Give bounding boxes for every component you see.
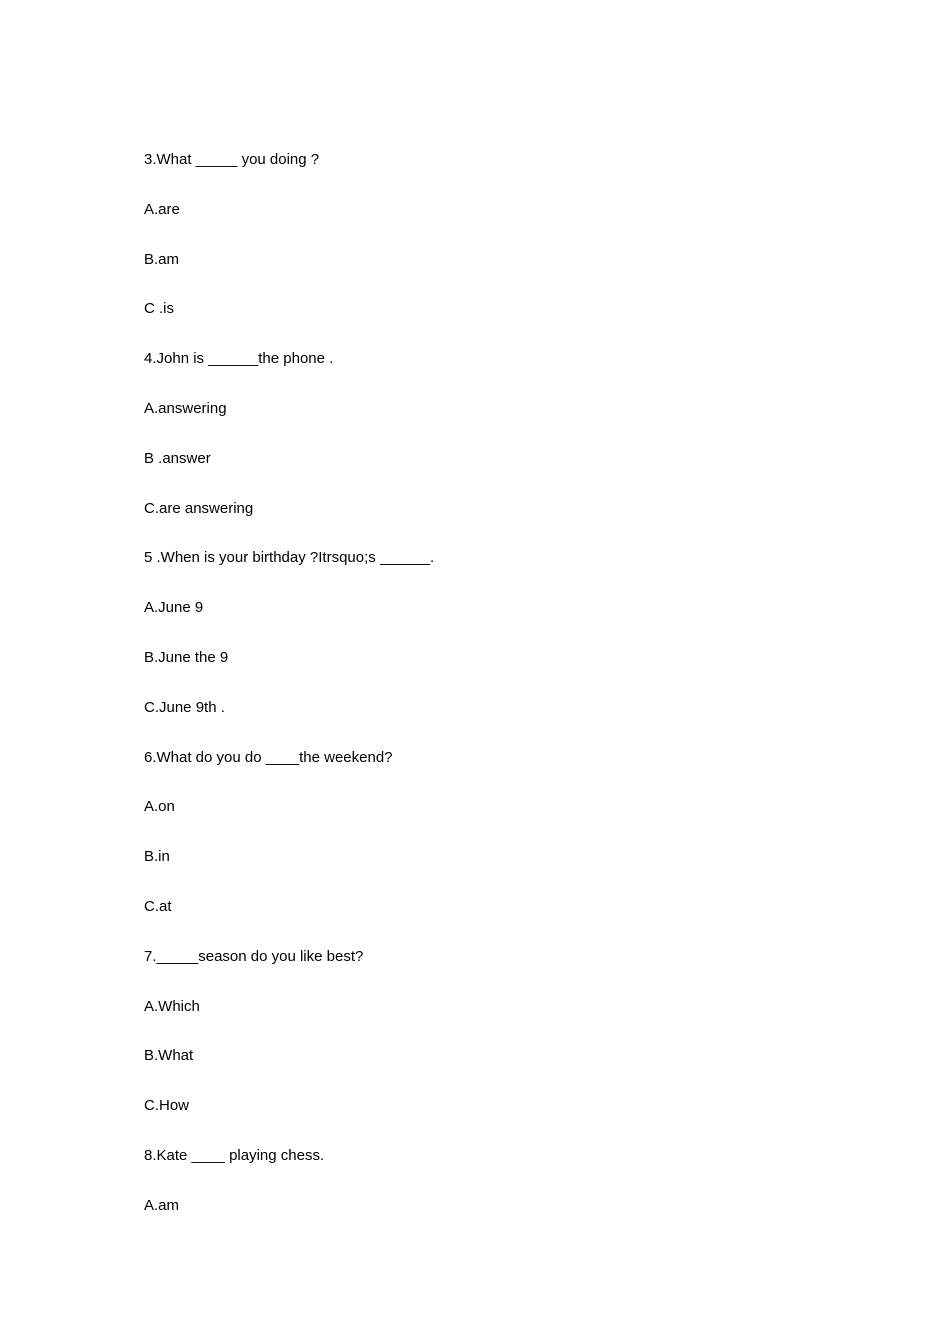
question-4-option-c: C.are answering bbox=[144, 499, 254, 517]
question-8: 8.Kate ____ playing chess. bbox=[144, 1146, 325, 1164]
question-3: 3.What _____ you doing ? bbox=[144, 151, 320, 168]
question-7-option-a: A.Which bbox=[144, 997, 200, 1015]
question-6: 6.What do you do ____the weekend? bbox=[144, 748, 393, 766]
question-7: 7._____season do you like best? bbox=[144, 947, 364, 965]
question-5: 5 .When is your birthday ?Itrsquo;s ______. bbox=[144, 549, 435, 567]
question-list bbox=[144, 146, 804, 1242]
question-6-option-c: C.at bbox=[144, 897, 172, 915]
question-4-option-a: A.answering bbox=[144, 399, 227, 417]
question-7-option-b: B.What bbox=[144, 1047, 194, 1065]
question-5-option-c: C.June 9th . bbox=[144, 698, 225, 716]
question-4-option-b: B .answer bbox=[144, 449, 211, 467]
question-7-option-c: C.How bbox=[144, 1097, 190, 1115]
question-3-option-a: A.are bbox=[144, 200, 180, 218]
question-4: 4.John is ______the phone . bbox=[144, 350, 334, 368]
question-5-option-a: A.June 9 bbox=[144, 599, 204, 617]
question-8-option-a: A.am bbox=[144, 1196, 180, 1214]
question-6-option-b: B.in bbox=[144, 848, 170, 866]
question-3-option-b: B.am bbox=[144, 250, 180, 268]
question-6-option-a: A.on bbox=[144, 798, 175, 816]
question-3-option-c: C .is bbox=[144, 300, 174, 318]
question-5-option-b: B.June the 9 bbox=[144, 648, 229, 666]
